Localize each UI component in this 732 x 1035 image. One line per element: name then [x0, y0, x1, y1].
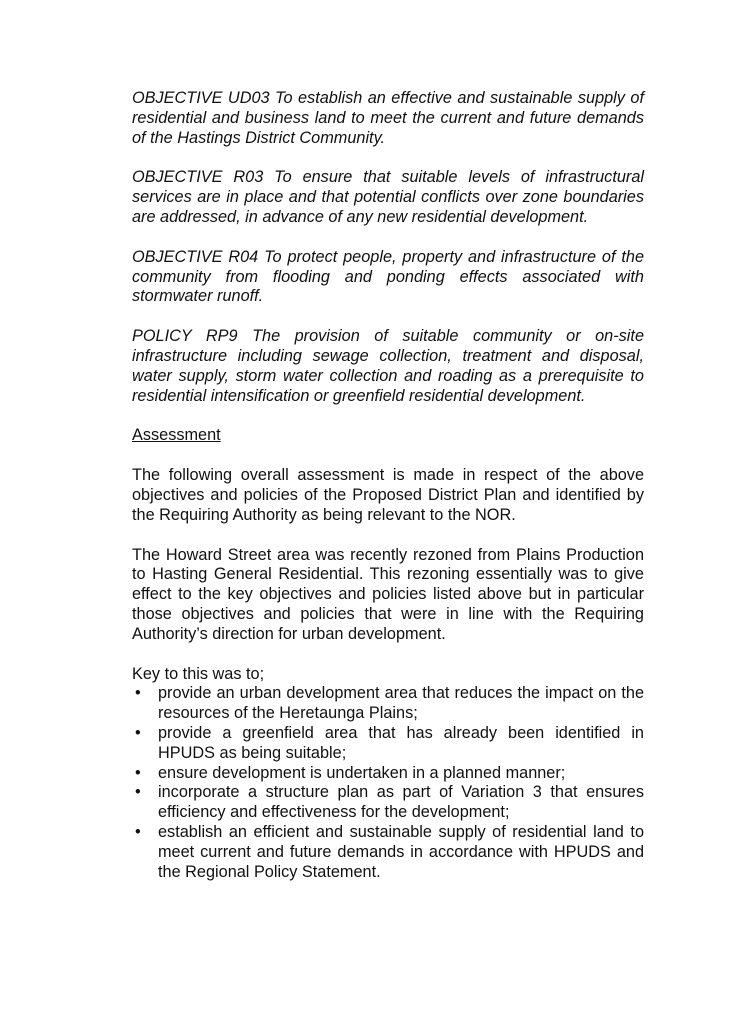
bullet-icon: • — [135, 783, 141, 802]
list-item-text: provide an urban development area that reduces the impact on the resources of the Heretaunga Plains; — [158, 684, 644, 723]
list-item — [132, 783, 644, 823]
document-page — [132, 89, 644, 882]
list-item — [132, 764, 644, 784]
list-item — [132, 823, 644, 882]
list-item-text: incorporate a structure plan as part of Variation 3 that ensures efficiency and effectiveness for the development; — [158, 783, 644, 822]
list-intro: Key to this was to; — [132, 664, 265, 683]
assessment-heading: Assessment — [132, 426, 221, 445]
bullet-icon: • — [135, 822, 141, 841]
list-item — [132, 724, 644, 764]
objective-r04: OBJECTIVE R04 To protect people, property and infrastructure of the community from flooding and ponding effects associated with stormwater runoff. — [132, 247, 644, 306]
list-item — [132, 684, 644, 724]
assessment-paragraph: The Howard Street area was recently rezoned from Plains Production to Hasting General Residential. This rezoning essentially was to give effect to the key objectives and policies listed above but in particular those objectives and policies that were in line with the Requiring Authority’s direction for urban development. — [132, 545, 644, 643]
bullet-icon: • — [135, 723, 141, 742]
objective-r03: OBJECTIVE R03 To ensure that suitable levels of infrastructural services are in place and that potential conflicts over zone boundaries are addressed, in advance of any new residential development. — [132, 168, 644, 226]
list-item-text: provide a greenfield area that has already been identified in HPUDS as being suitable; — [158, 723, 644, 762]
policy-rp9: POLICY RP9 The provision of suitable community or on-site infrastructure including sewage collection, treatment and disposal, water supply, storm water collection and roading as a prerequisite to residential intensification or greenfield residential development. — [132, 327, 644, 405]
key-points-list — [132, 684, 644, 882]
list-item-text: establish an efficient and sustainable supply of residential land to meet current and future demands in accordance with HPUDS and the Regional Policy Statement. — [158, 822, 644, 881]
bullet-icon: • — [135, 684, 141, 703]
bullet-icon: • — [135, 763, 141, 782]
assessment-paragraph: The following overall assessment is made in respect of the above objectives and policies of the Proposed District Plan and identified by the Requiring Authority as being relevant to the NOR. — [132, 466, 644, 524]
objective-ud03: OBJECTIVE UD03 To establish an effective and sustainable supply of residential and business land to meet the current and future demands of the Hastings District Community. — [132, 89, 644, 147]
list-item-text: ensure development is undertaken in a planned manner; — [158, 763, 566, 782]
